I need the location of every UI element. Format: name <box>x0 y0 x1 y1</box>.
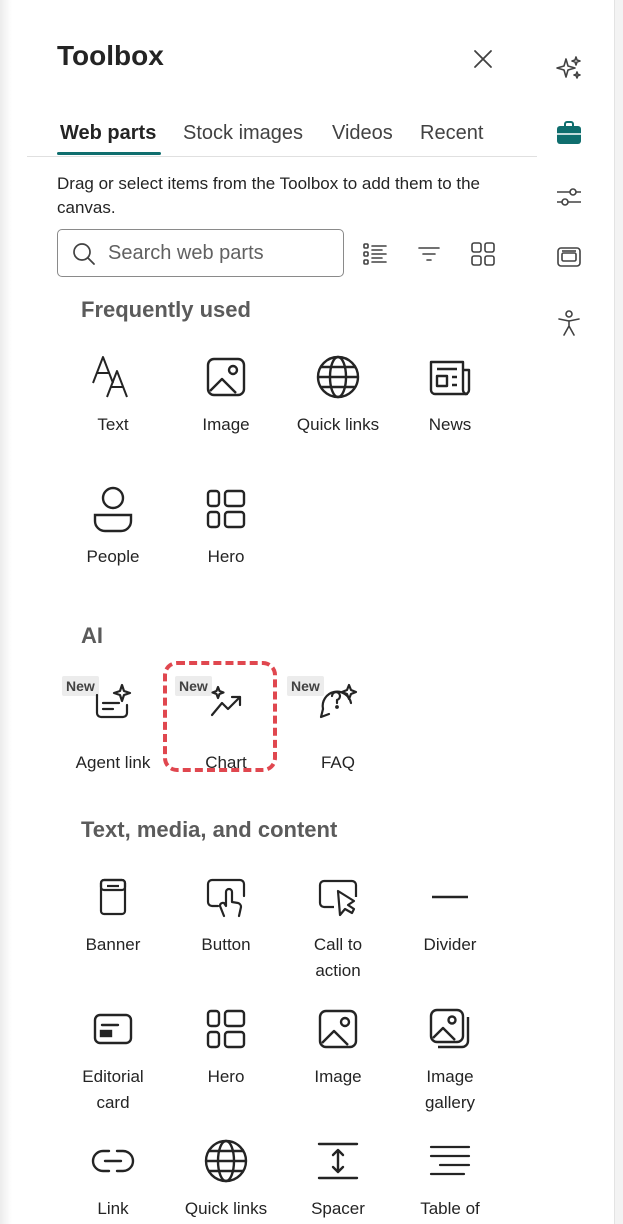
tab-videos[interactable]: Videos <box>332 122 393 144</box>
list-view-icon <box>362 241 388 267</box>
webpart-hero-2[interactable] <box>170 990 282 1110</box>
webpart-link[interactable] <box>57 1122 169 1224</box>
panel-title: Toolbox <box>57 40 164 71</box>
hero-icon <box>205 488 247 530</box>
table-of-contents-icon <box>428 1143 472 1179</box>
webpart-label: Divider <box>423 935 477 954</box>
tab-web-parts[interactable]: Web parts <box>60 122 157 144</box>
webpart-label: Hero <box>207 547 245 566</box>
webpart-label: Image gallery <box>424 1067 476 1112</box>
agent-link-icon <box>93 681 133 721</box>
filter-button[interactable] <box>412 237 446 271</box>
tab-bar <box>27 118 537 157</box>
webpart-label: Banner <box>85 935 141 954</box>
search-icon <box>72 242 96 266</box>
webpart-divider[interactable] <box>394 858 506 978</box>
image-icon <box>316 1007 360 1051</box>
webpart-label: Image <box>202 415 250 434</box>
webpart-label: Agent link <box>75 753 151 772</box>
banner-icon <box>98 878 128 916</box>
webpart-call-to-action[interactable] <box>282 858 394 978</box>
webpart-hero[interactable] <box>170 470 282 590</box>
grid-view-icon <box>470 241 496 267</box>
webpart-agent-link[interactable] <box>57 676 169 796</box>
search-input[interactable] <box>108 239 333 267</box>
active-tab-indicator <box>57 152 161 155</box>
webpart-quick-links-2[interactable] <box>170 1122 282 1224</box>
scrollbar-track[interactable] <box>615 0 623 1224</box>
webpart-news[interactable] <box>394 338 506 458</box>
text-icon <box>89 353 137 401</box>
webpart-label: FAQ <box>320 753 355 772</box>
section-title-ai: AI <box>81 623 103 648</box>
webpart-image-2[interactable] <box>282 990 394 1110</box>
webpart-quick-links[interactable] <box>282 338 394 458</box>
webpart-label: Text <box>97 415 129 434</box>
webpart-spacer[interactable] <box>282 1122 394 1224</box>
webpart-label: Quick links <box>296 415 380 434</box>
settings-sliders-icon <box>556 184 582 210</box>
webpart-label: People <box>86 547 140 566</box>
rail-copilot-button[interactable] <box>549 48 589 88</box>
webpart-label: Chart <box>205 753 247 772</box>
rail-accessibility-button[interactable] <box>549 303 589 343</box>
close-icon <box>472 48 494 70</box>
tab-stock-images[interactable]: Stock images <box>183 122 304 144</box>
news-icon <box>427 356 473 398</box>
globe-icon <box>315 354 361 400</box>
webpart-image-gallery[interactable] <box>394 990 506 1110</box>
webpart-button[interactable] <box>170 858 282 978</box>
rail-layout-button[interactable] <box>549 237 589 277</box>
new-badge: New <box>175 676 212 696</box>
grid-view-button[interactable] <box>466 237 500 271</box>
webpart-text[interactable] <box>57 338 169 458</box>
webpart-label: Call to action <box>313 935 363 980</box>
hero-icon <box>205 1008 247 1050</box>
accessibility-icon <box>556 309 582 337</box>
webpart-people[interactable] <box>57 470 169 590</box>
webpart-editorial-card[interactable] <box>57 990 169 1110</box>
image-gallery-icon <box>428 1007 472 1051</box>
webpart-label: Link <box>97 1199 129 1218</box>
spacer-icon <box>316 1141 360 1181</box>
link-icon <box>91 1148 135 1174</box>
search-box[interactable] <box>57 229 344 277</box>
canvas-edge <box>0 0 12 1224</box>
toolbox-icon <box>555 120 583 146</box>
button-icon <box>204 876 248 918</box>
webpart-label: Table of <box>420 1199 480 1218</box>
webpart-label: Image <box>314 1067 362 1086</box>
webpart-image[interactable] <box>170 338 282 458</box>
rail-properties-button[interactable] <box>549 177 589 217</box>
rail-toolbox-button[interactable] <box>549 113 589 153</box>
highlight-box <box>163 661 277 772</box>
list-view-button[interactable] <box>358 237 392 271</box>
section-title-frequently-used: Frequently used <box>81 297 251 322</box>
webpart-faq[interactable] <box>282 676 394 796</box>
webpart-banner[interactable] <box>57 858 169 978</box>
close-button[interactable] <box>468 44 498 74</box>
webpart-label: Spacer <box>311 1199 365 1218</box>
webpart-label: Editorial card <box>82 1067 144 1112</box>
webpart-label: Quick links <box>184 1199 268 1218</box>
call-to-action-icon <box>316 877 360 917</box>
filter-icon <box>416 241 442 267</box>
webpart-table-of-contents[interactable] <box>394 1122 506 1224</box>
section-title-text-media: Text, media, and content <box>81 817 338 842</box>
sparkle-icon <box>556 55 582 81</box>
webpart-label: Hero <box>207 1067 245 1086</box>
webpart-label: News <box>428 415 472 434</box>
layout-icon <box>556 245 582 269</box>
globe-icon <box>203 1138 249 1184</box>
new-badge: New <box>62 676 99 696</box>
divider-icon <box>430 894 470 900</box>
new-badge: New <box>287 676 324 696</box>
tab-recent[interactable]: Recent <box>420 122 484 144</box>
panel-description: Drag or select items from the Toolbox to add them to the canvas. <box>57 174 481 217</box>
person-icon <box>91 485 135 533</box>
image-icon <box>204 355 248 399</box>
faq-sparkle-icon <box>317 681 359 721</box>
webpart-label: Button <box>201 935 251 954</box>
editorial-card-icon <box>92 1012 134 1046</box>
